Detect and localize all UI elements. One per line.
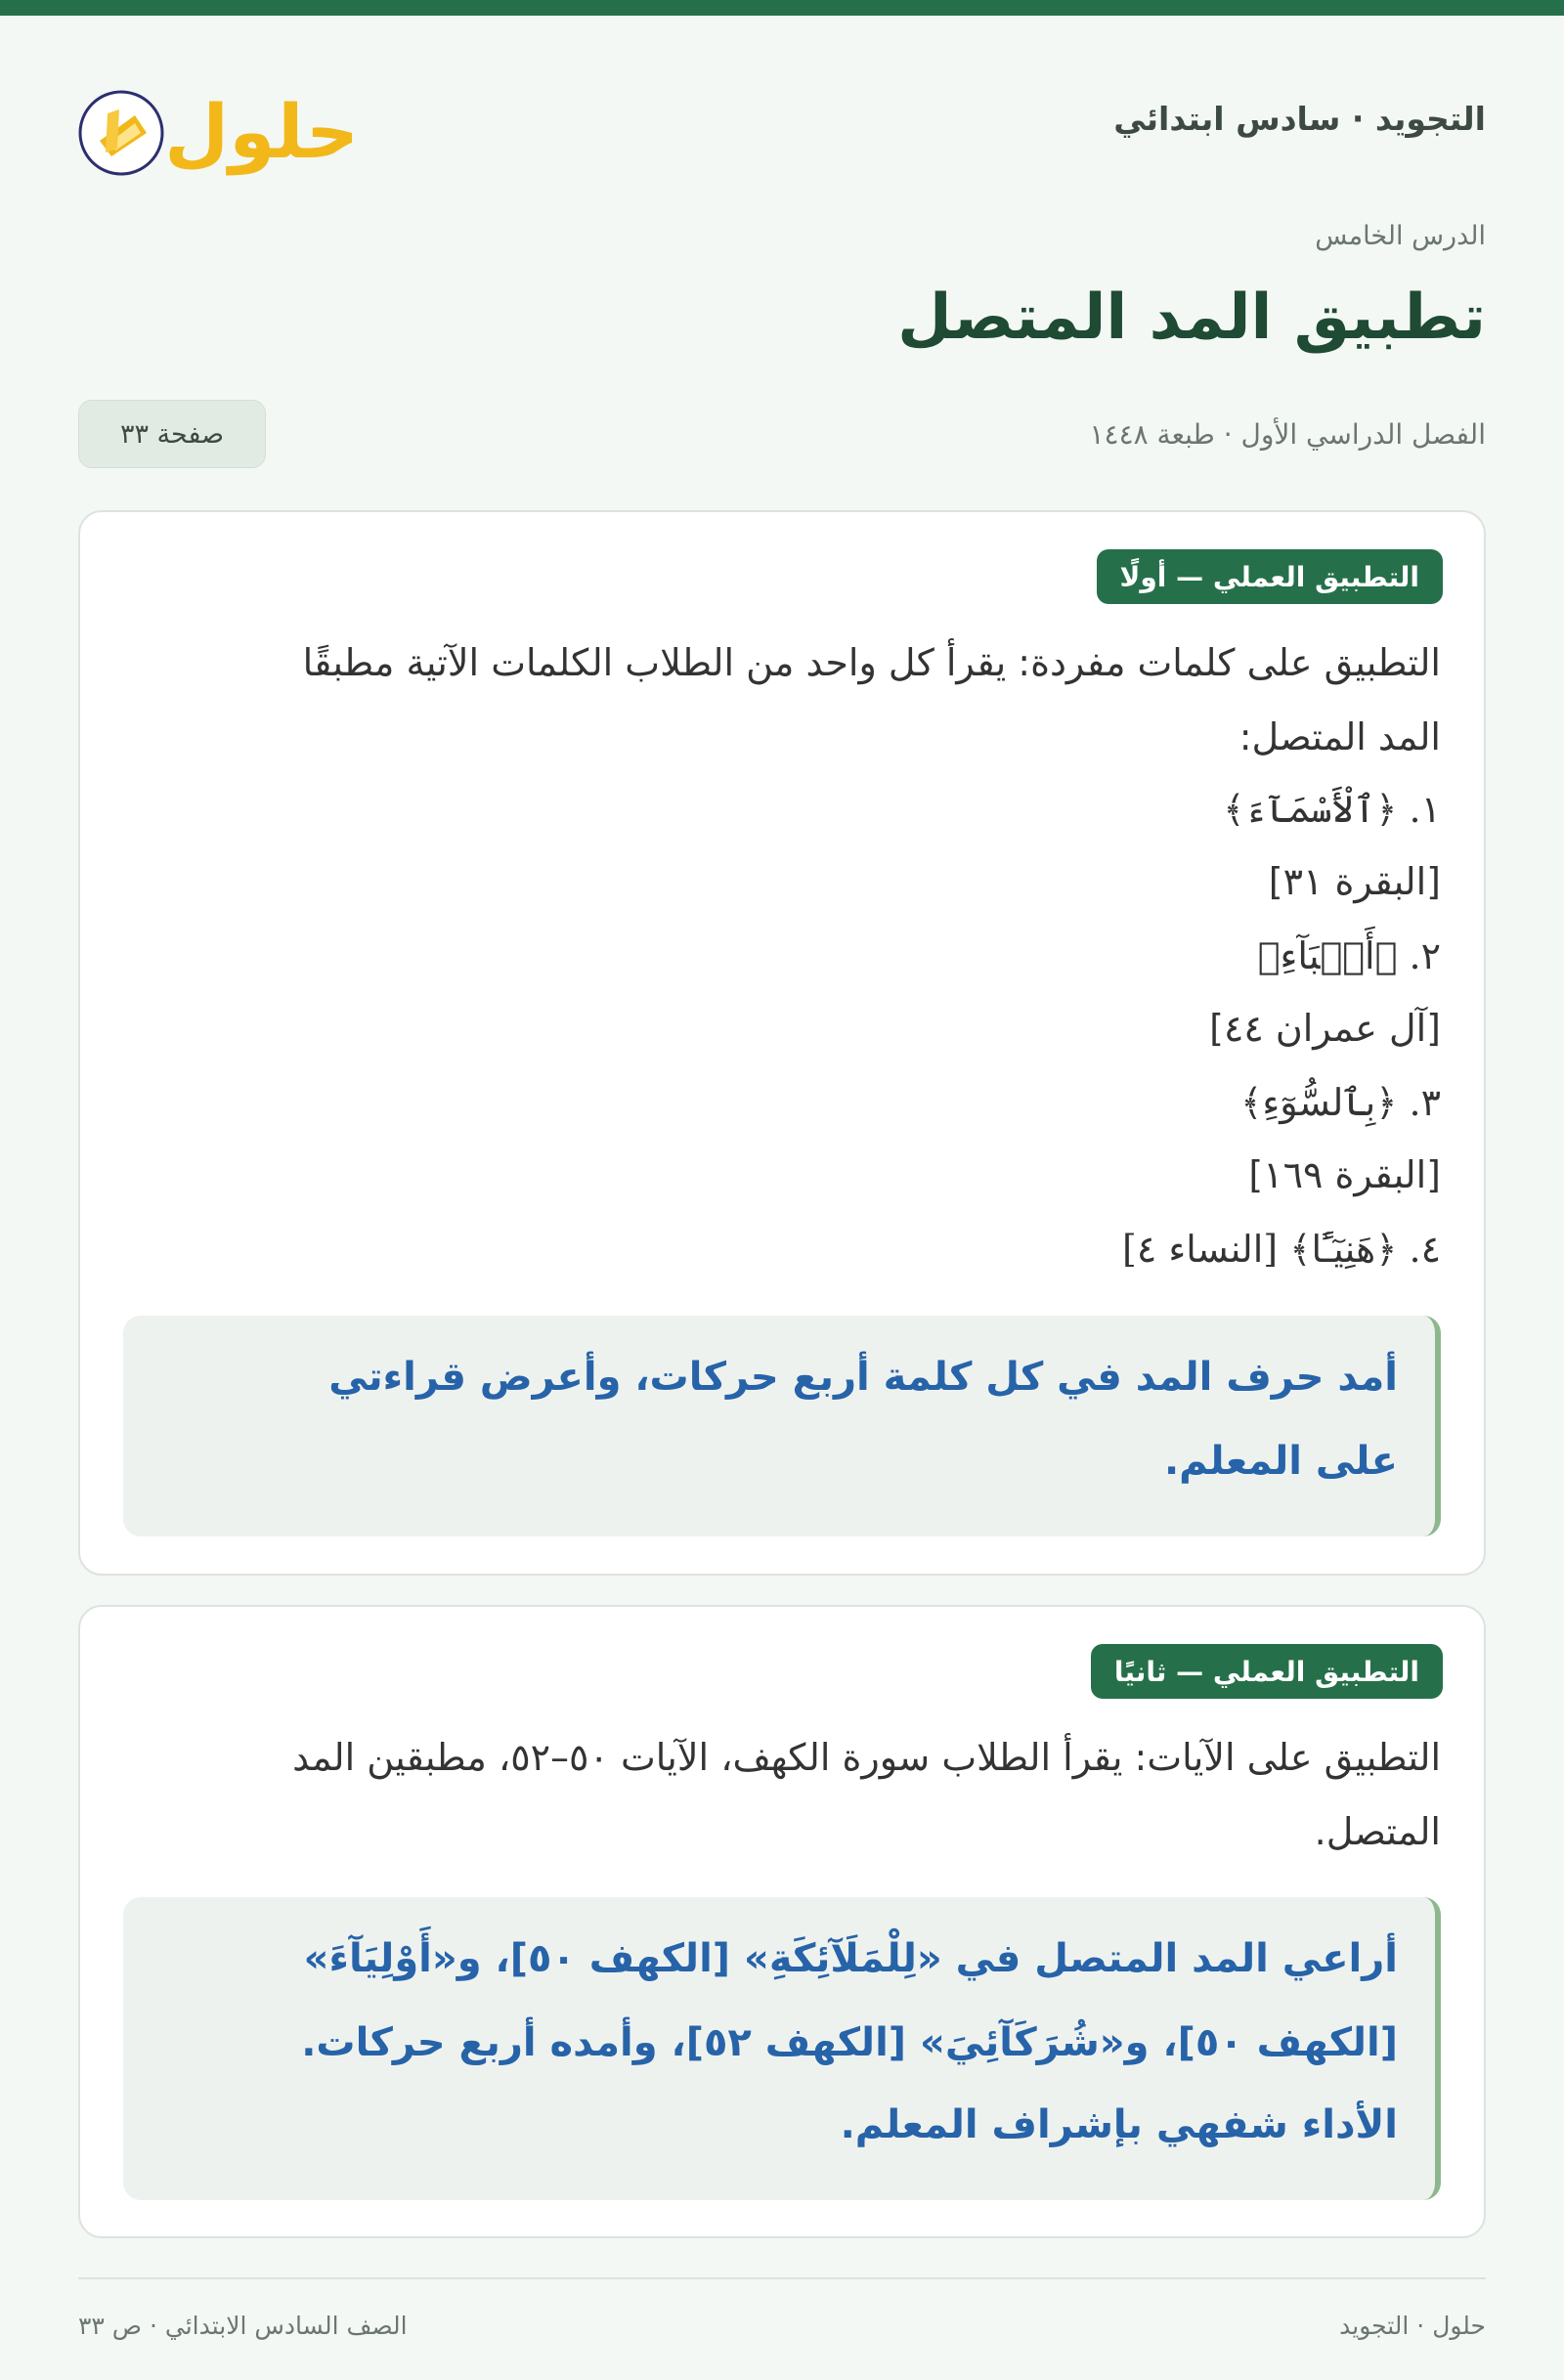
list-item-word: ٢. ﴿أَنۢبَآءِ﴾ [1257,934,1441,977]
footer-page-label: الصف السادس الابتدائي · ص ٣٣ [78,2312,408,2340]
lesson-number: الدرس الخامس [1315,221,1486,251]
subject-label: التجويد · سادس ابتدائي [1113,100,1486,138]
intro-text-line: المد المتصل: [1238,715,1441,758]
lesson-meta: الفصل الدراسي الأول · طبعة ١٤٤٨ [1089,418,1486,451]
instruction-note [123,1316,1441,1536]
note-text-line: أراعي المد المتصل في «لِلْمَلَآئِكَةِ» [الكهف ٥٠]، و«أَوْلِيَآءَ» [303,1936,1398,1981]
page-header [78,59,1486,186]
list-item-ref: [البقرة ١٦٩] [1248,1153,1441,1196]
intro-text-line: المتصل. [1314,1810,1441,1853]
list-item-word: ١. ﴿ٱلْأَسْمَآءَ﴾ [1223,788,1441,831]
intro-text-line: التطبيق على الآيات: يقرأ الطلاب سورة الكهف، الآيات ٥٠–٥٢، مطبقين المد [292,1736,1441,1779]
note-text-line: [الكهف ٥٠]، و«شُرَكَآئِيَ» [الكهف ٥٢]، وأمده أربع حركات. [301,2020,1398,2065]
logo-book-icon [78,65,352,182]
footer-site-label: حلول · التجويد [1339,2312,1486,2340]
page-title: تطبيق المد المتصل [897,281,1486,354]
list-item-word: ٤. ﴿هَنِيٓـًٔا﴾ [النساء ٤] [1122,1228,1441,1271]
footer-divider [78,2277,1486,2279]
note-text-line: على المعلم. [1163,1439,1398,1484]
list-item-word: ٣. ﴿بِٱلسُّوٓءِ﴾ [1240,1081,1441,1124]
page-number-badge: صفحة ٣٣ [78,400,266,468]
practice-card-first [78,510,1486,1576]
note-text-line: الأداء شفهي بإشراف المعلم. [840,2102,1398,2147]
logo-text: حلول [164,88,352,175]
list-item-ref: [آل عمران ٤٤] [1209,1007,1441,1050]
intro-text-line: التطبيق على كلمات مفردة: يقرأ كل واحد من الطلاب الكلمات الآتية مطبقًا [302,641,1441,684]
instruction-note [123,1897,1441,2200]
section-badge-second: التطبيق العملي — ثانيًا [1091,1644,1443,1699]
practice-card-second [78,1605,1486,2238]
note-text-line: أمد حرف المد في كل كلمة أربع حركات، وأعرض قراءتي [328,1355,1398,1400]
list-item-ref: [البقرة ٣١] [1268,860,1441,903]
site-logo[interactable] [78,65,352,182]
top-accent-bar [0,0,1564,16]
section-badge-first: التطبيق العملي — أولًا [1097,549,1443,604]
